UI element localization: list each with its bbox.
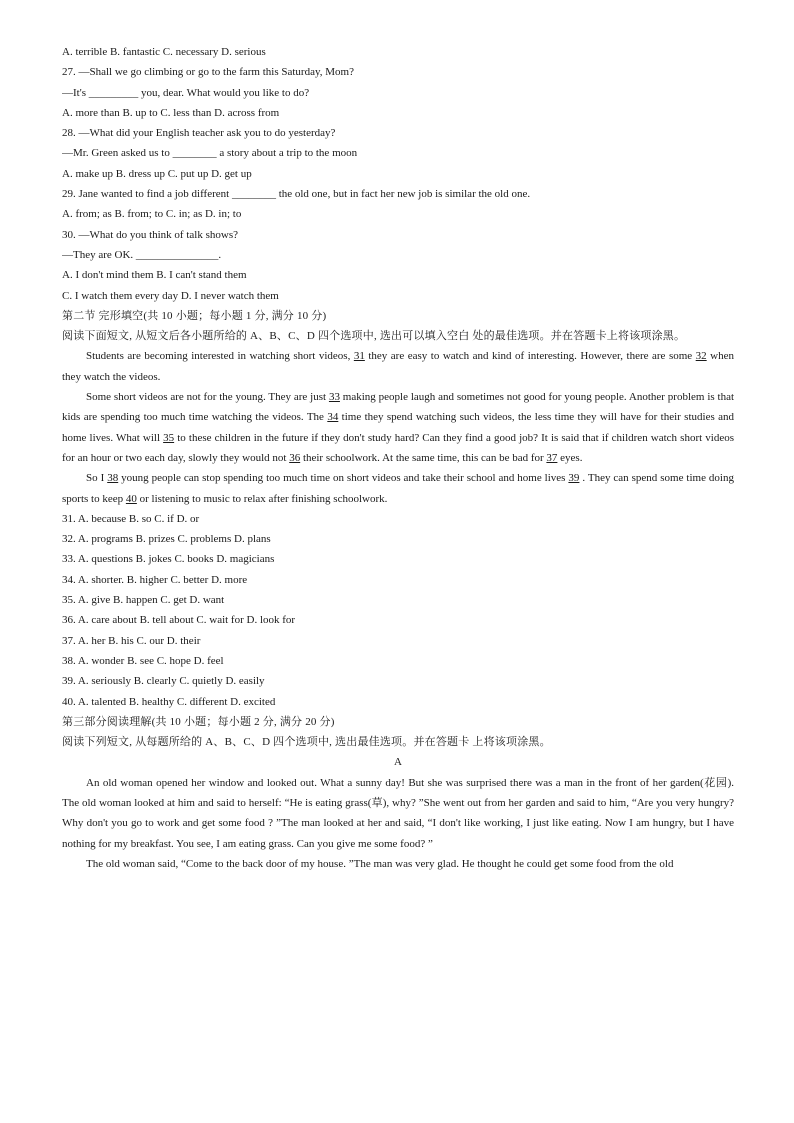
blank-31: 31 [353,350,365,363]
text: when they watch the videos. [62,350,735,383]
question-28: 28. —What did your English teacher ask you to do yesterday? [62,127,336,140]
reading-paragraph-2: The old woman said, “Come to the back door of my house. ”The man was very glad. He thought he could get some food from the old [86,857,674,870]
text: to these children in the future if they don't study hard? Can they find a good job? It is said that if children watch short videos for an hour or two each day, slowly they would not [62,431,734,464]
text: or listening to music to relax after finishing schoolwork. [136,492,388,505]
blank-37: 37 [546,451,558,464]
text: So I [86,472,108,485]
question-28-reply: —Mr. Green asked us to ________ a story about a trip to the moon [62,147,358,160]
option-line-31: 31. A. because B. so C. if D. or [62,512,200,525]
option-line-40: 40. A. talented B. healthy C. different D. excited [62,695,276,708]
option-line-27: A. more than B. up to C. less than D. across from [62,106,280,119]
question-30-reply: —They are OK. _______________. [62,248,222,261]
blank-35: 35 [163,431,175,444]
cloze-paragraph-3 [62,468,734,509]
passage-label: A [394,756,402,769]
reading-paragraph-1: An old woman opened her window and looked out. What a sunny day! But she was surprised there was a man in the front of her garden(花园). The old woman looked at him and said to herself: “He is eating grass(草), why? ”She went out from her garden and said to him, “Are you very hungry? Why don't you go to work and get some food ? ”The man looked at her and said, “I don't like working, I just like eating. Now I am hungry, but I have nothing for my breakfast. You see, I am eating grass. Can you give me some food? ” [62,776,734,850]
cloze-paragraph-2 [62,387,734,468]
text: eyes. [557,451,583,464]
question-29: 29. Jane wanted to find a job different ________ the old one, but in fact her new job is similar the old one. [62,188,531,201]
option-line-39: 39. A. seriously B. clearly C. quietly D. easily [62,675,265,688]
option-line-35: 35. A. give B. happen C. get D. want [62,594,225,607]
blank-34: 34 [327,411,339,424]
text: their schoolwork. At the same time, this can be bad for [300,451,547,464]
question-30: 30. —What do you think of talk shows? [62,228,238,241]
option-line-33: 33. A. questions B. jokes C. books D. magicians [62,553,275,566]
text: young people can stop spending too much time on short videos and take their school and home lives [118,472,569,485]
option-line-34: 34. A. shorter. B. higher C. better D. more [62,573,248,586]
blank-33: 33 [328,391,340,404]
option-line-30b: C. I watch them every day D. I never watch them [62,289,279,302]
question-27: 27. —Shall we go climbing or go to the farm this Saturday, Mom? [62,66,354,79]
option-line-37: 37. A. her B. his C. our D. their [62,634,201,647]
option-line-36: 36. A. care about B. tell about C. wait for D. look for [62,614,296,627]
blank-32: 32 [695,350,707,363]
option-line-32: 32. A. programs B. prizes C. problems D. plans [62,533,271,546]
option-line-38: 38. A. wonder B. see C. hope D. feel [62,654,224,667]
text: they are easy to watch and kind of interesting. However, there are some [364,350,696,363]
question-27-reply: —It's _________ you, dear. What would you like to do? [62,86,310,99]
section-2-heading: 第二节 完形填空(共 10 小题；每小题 1 分, 满分 10 分) [62,309,327,322]
option-line-26: A. terrible B. fantastic C. necessary D. serious [62,46,266,58]
text: Students are becoming interested in watching short videos, [86,350,354,363]
option-line-30a: A. I don't mind them B. I can't stand them [62,269,247,282]
cloze-paragraph-1 [62,346,734,387]
section-3-instruction: 阅读下列短文, 从每题所给的 A、B、C、D 四个选项中, 选出最佳选项。并在答题卡 上将该项涂黑。 [62,736,551,749]
option-line-29: A. from; as B. from; to C. in; as D. in; to [62,208,242,221]
text: time they spend watching such videos, the less time they will have for their studies and home lives. What will [62,411,734,444]
section-2-instruction: 阅读下面短文, 从短文后各小题所给的 A、B、C、D 四个选项中, 选出可以填入空白 处的最佳选项。并在答题卡上将该项涂黑。 [62,330,686,343]
text: Some short videos are not for the young. They are just [86,391,329,404]
blank-38: 38 [107,472,119,485]
blank-40: 40 [125,492,137,505]
text: making people laugh and sometimes not good for young people. Another problem is that kids are spending too much time watching the videos. The [62,391,735,424]
blank-36: 36 [289,451,301,464]
text: . They can spend some time doing sports to keep [62,472,734,505]
option-line-28: A. make up B. dress up C. put up D. get up [62,167,252,180]
section-3-heading: 第三部分阅读理解(共 10 小题；每小题 2 分, 满分 20 分) [62,715,335,728]
exam-page [62,42,734,874]
blank-39: 39 [568,472,580,485]
